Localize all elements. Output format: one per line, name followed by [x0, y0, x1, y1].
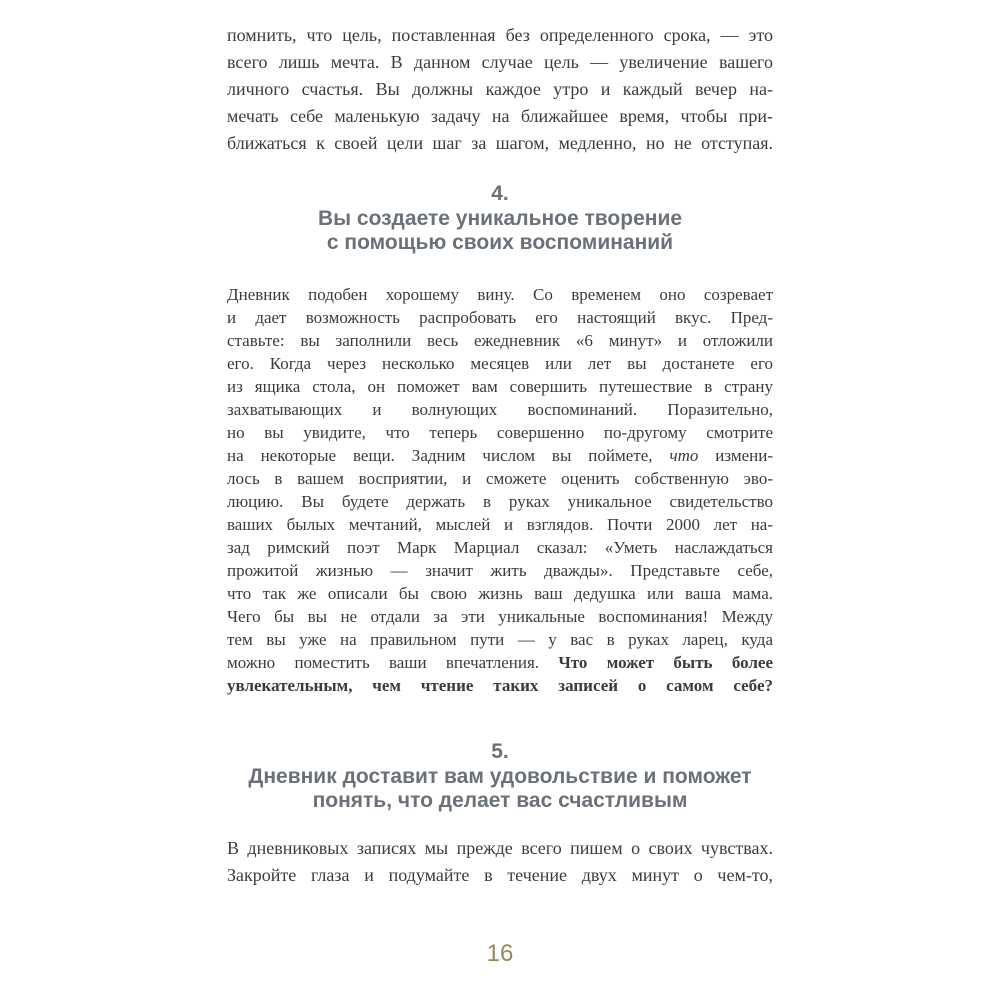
- text-line: ваших былых мечтаний, мыслей и взглядов. Почти 2000 лет на-: [227, 515, 773, 534]
- text-line: [227, 674, 773, 697]
- text-line: Дневник подобен хорошему вину. Со временем оно созревает: [227, 285, 773, 304]
- text-line: что так же описали бы свою жизнь ваш дедушка или ваша мама.: [227, 584, 773, 603]
- text-line: прожитой жизнью — значит жить дважды». Представьте себе,: [227, 561, 773, 580]
- text-line: его. Когда через несколько месяцев или лет вы достанете его: [227, 354, 773, 373]
- section-title-line: понять, что делает вас счастливым: [312, 789, 688, 812]
- text-line: лось в вашем восприятии, и сможете оценить собственную эво-: [227, 469, 773, 488]
- text-line: ставьте: вы заполнили весь ежедневник «6 минут» и отложили: [227, 331, 773, 350]
- text-line: захватывающих и волнующих воспоминаний. Поразительно,: [227, 400, 773, 419]
- section-heading: [227, 181, 773, 255]
- body-paragraph: [227, 22, 773, 157]
- italic-text: что: [669, 446, 699, 465]
- section-title-line: Вы создаете уникальное творение: [317, 207, 683, 230]
- page-footer: [227, 941, 773, 967]
- text-line: Закройте глаза и подумайте в течение двух минут о чем-то,: [227, 865, 773, 885]
- body-paragraph: [227, 283, 773, 697]
- plain-text: можно поместить ваши впечатления.: [227, 653, 559, 672]
- text-line: всего лишь мечта. В данном случае цель — увеличение вашего: [227, 52, 773, 72]
- plain-text: измени-: [698, 446, 773, 465]
- text-line: Чего бы вы не отдали за эти уникальные воспоминания! Между: [227, 607, 773, 626]
- text-line: из ящика стола, он поможет вам совершить путешествие в страну: [227, 377, 773, 396]
- section-number: 5.: [491, 740, 509, 763]
- text-line: мечать себе маленькую задачу на ближайшее время, чтобы при-: [227, 106, 773, 126]
- section-heading: [227, 739, 773, 813]
- page-number: 16: [486, 940, 514, 967]
- text-line: люцию. Вы будете держать в руках уникальное свидетельство: [227, 492, 773, 511]
- text-line: зад римский поэт Марк Марциал сказал: «Уметь наслаждаться: [227, 538, 773, 557]
- text-line: личного счастья. Вы должны каждое утро и каждый вечер на-: [227, 79, 773, 99]
- text-line: но вы увидите, что теперь совершенно по-другому смотрите: [227, 423, 773, 442]
- section-number: 4.: [491, 182, 509, 205]
- plain-text: на некоторые вещи. Задним числом вы поймете,: [227, 446, 670, 465]
- text-line: [227, 444, 773, 467]
- text-line: помнить, что цель, поставленная без определенного срока, — это: [227, 25, 773, 45]
- text-column: [227, 22, 773, 967]
- text-line: [227, 651, 773, 674]
- section-title-line: с помощью своих воспоминаний: [326, 231, 674, 254]
- text-line: ближаться к своей цели шаг за шагом, медленно, но не отступая.: [227, 133, 773, 153]
- body-paragraph: [227, 835, 773, 889]
- bold-text: Что может быть более: [558, 653, 774, 672]
- text-line: тем вы уже на правильном пути — у вас в руках ларец, куда: [227, 630, 773, 649]
- text-line: В дневниковых записях мы прежде всего пишем о своих чувствах.: [227, 838, 773, 858]
- bold-text: увлекательным, чем чтение таких записей о самом себе?: [227, 676, 773, 695]
- text-line: и дает возможность распробовать его настоящий вкус. Пред-: [227, 308, 773, 327]
- section-title-line: Дневник доставит вам удовольствие и поможет: [248, 765, 752, 788]
